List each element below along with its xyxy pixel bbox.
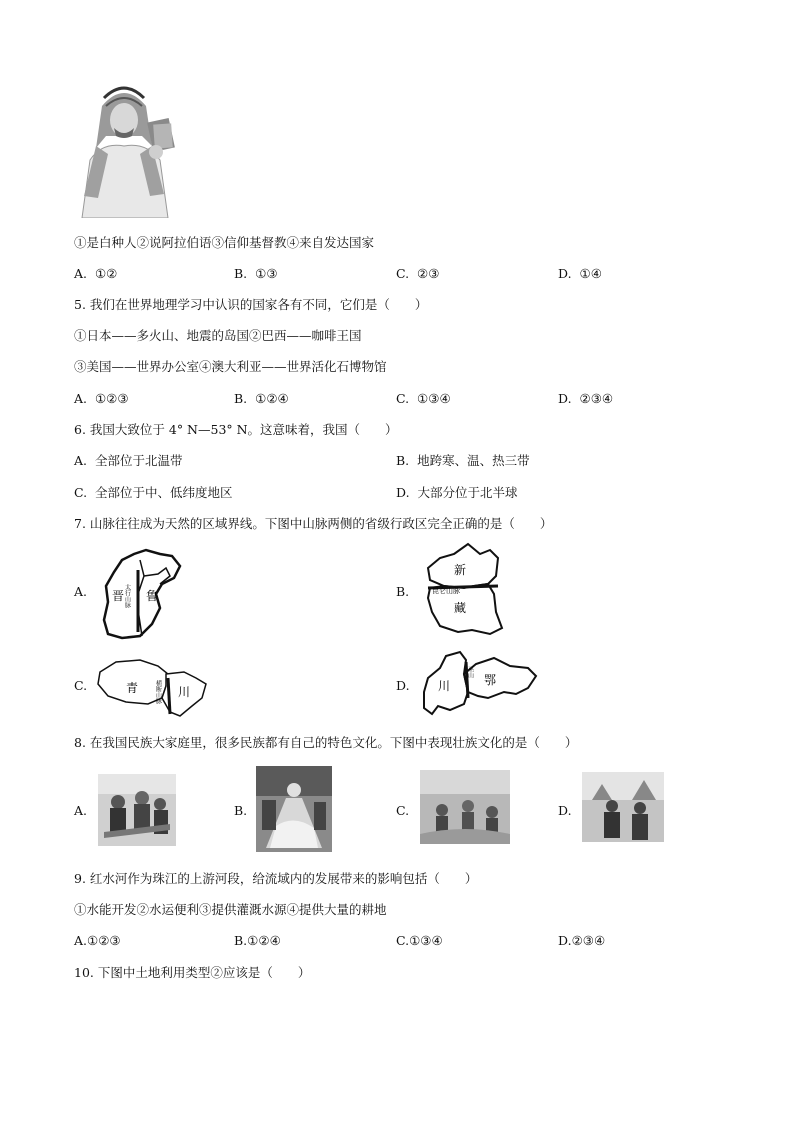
q7-d-left-label: 川: [438, 679, 451, 693]
q8-option-a-letter[interactable]: A.: [74, 803, 88, 818]
q7-d-mountain-label: 巫山: [466, 666, 474, 678]
q7-option-c-letter[interactable]: C.: [74, 678, 88, 693]
q8-photo-d: [582, 772, 664, 842]
q8-photo-b: [256, 766, 332, 852]
q10-stem: 10. 下图中土地利用类型②应该是（ ）: [74, 965, 311, 980]
q4-option-c[interactable]: C. ②③: [396, 266, 440, 281]
q9-stem: 9. 红水河作为珠江的上游河段，给流域内的发展带来的影响包括（ ）: [74, 871, 478, 886]
q8-option-d-letter[interactable]: D.: [558, 803, 572, 818]
q7-map-d: [420, 648, 540, 718]
q6-stem: 6. 我国大致位于 4° N—53° N。这意味着，我国（ ）: [74, 422, 398, 437]
q8-stem: 8. 在我国民族大家庭里，很多民族都有自己的特色文化。下图中表现壮族文化的是（ ）: [74, 735, 578, 750]
q7-option-d-letter[interactable]: D.: [396, 678, 410, 693]
q6-option-a[interactable]: A. 全部位于北温带: [74, 453, 183, 468]
q4-option-d[interactable]: D. ①④: [558, 266, 602, 281]
q7-b-mountain-label: 昆仑山脉: [432, 587, 460, 595]
q9-option-c[interactable]: C.①③④: [396, 933, 443, 948]
q5-line2: ③美国——世界办公室④澳大利亚——世界活化石博物馆: [74, 359, 387, 374]
q8-photo-c: [420, 770, 510, 844]
q4-option-a[interactable]: A. ①②: [74, 266, 118, 281]
q9-option-a[interactable]: A.①②③: [74, 933, 121, 948]
q4-statements: ①是白种人②说阿拉伯语③信仰基督教④来自发达国家: [74, 235, 375, 250]
q7-option-b-letter[interactable]: B.: [396, 584, 410, 599]
q6-option-c[interactable]: C. 全部位于中、低纬度地区: [74, 485, 233, 500]
q7-c-mountain-label: 横断山脉: [154, 680, 162, 704]
q5-option-a[interactable]: A. ①②③: [74, 391, 129, 406]
q7-a-left-label: 晋: [112, 589, 125, 603]
q7-c-right-label: 川: [178, 685, 191, 699]
q5-line1: ①日本——多火山、地震的岛国②巴西——咖啡王国: [74, 328, 362, 343]
q7-map-a: [100, 546, 186, 642]
q7-a-mountain-label: 太行山脉: [123, 584, 131, 608]
q9-option-b[interactable]: B.①②④: [234, 933, 281, 948]
q6-option-d[interactable]: D. 大部分位于北半球: [396, 485, 518, 500]
q7-b-bottom-label: 藏: [454, 601, 467, 615]
q7-c-left-label: 青: [126, 681, 139, 695]
q7-stem: 7. 山脉往往成为天然的区域界线。下图中山脉两侧的省级行政区完全正确的是（ ）: [74, 516, 553, 531]
q5-option-b[interactable]: B. ①②④: [234, 391, 289, 406]
q5-option-d[interactable]: D. ②③④: [558, 391, 614, 406]
q6-option-b[interactable]: B. 地跨寒、温、热三带: [396, 453, 530, 468]
q8-photo-a: [98, 774, 176, 846]
q7-map-b: [424, 542, 510, 638]
q5-stem: 5. 我们在世界地理学习中认识的国家各有不同，它们是（ ）: [74, 297, 428, 312]
q5-option-c[interactable]: C. ①③④: [396, 391, 451, 406]
q7-d-right-label: 鄂: [484, 673, 497, 687]
q7-a-right-label: 鲁: [146, 589, 159, 603]
q7-option-a-letter[interactable]: A.: [74, 584, 88, 599]
q8-option-c-letter[interactable]: C.: [396, 803, 410, 818]
q8-option-b-letter[interactable]: B.: [234, 803, 248, 818]
arab-man-photo: [72, 76, 176, 218]
q9-statements: ①水能开发②水运便利③提供灌溉水源④提供大量的耕地: [74, 902, 387, 917]
q7-map-c: [96, 656, 210, 718]
q4-option-b[interactable]: B. ①③: [234, 266, 278, 281]
q9-option-d[interactable]: D.②③④: [558, 933, 606, 948]
q7-b-top-label: 新: [454, 563, 467, 577]
